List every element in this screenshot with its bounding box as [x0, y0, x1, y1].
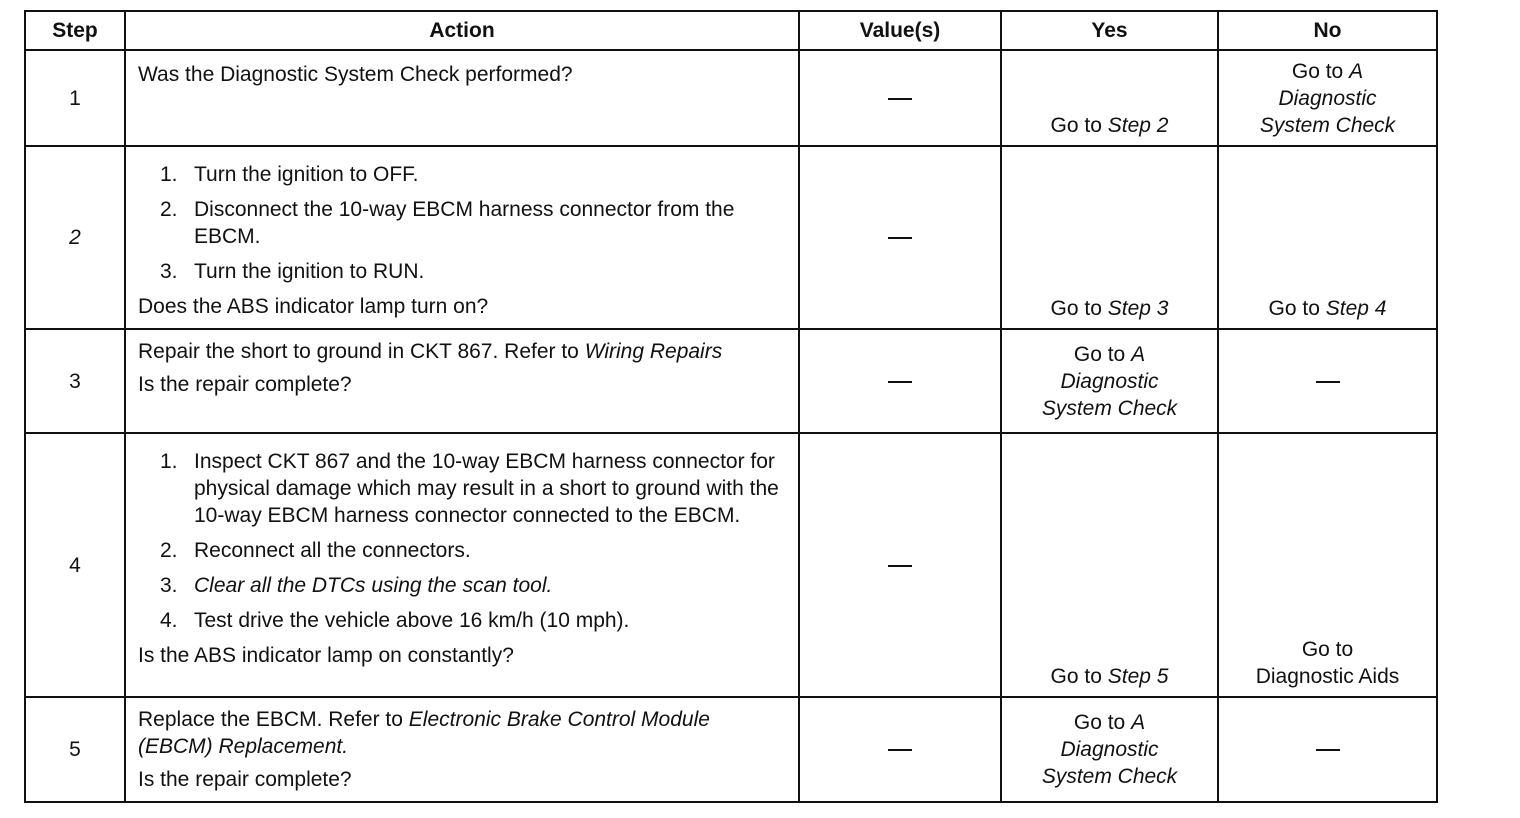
step-number: 5 [25, 697, 125, 802]
yes-ref-diagnostic: Diagnostic [1060, 738, 1159, 761]
yes-prefix: Go to [1050, 114, 1102, 137]
list-item: 4. Test drive the vehicle above 16 km/h (10 mph). [160, 609, 630, 632]
action-cell [125, 697, 799, 802]
header-row [25, 11, 1437, 50]
yes-prefix: Go to [1073, 342, 1126, 366]
no-cell [1218, 433, 1437, 697]
list-item: 3. Turn the ignition to RUN. [160, 260, 425, 283]
no-cell [1218, 146, 1437, 329]
no-ref: Step 4 [1325, 297, 1387, 320]
no-prefix: Go to [1268, 297, 1320, 320]
diagnostic-table [24, 10, 1438, 803]
dash-mark [888, 565, 912, 567]
action-question: Was the Diagnostic System Check performed? [138, 63, 573, 86]
list-item: 1. Turn the ignition to OFF. [160, 163, 419, 186]
yes-prefix: Go to [1050, 665, 1102, 688]
table-row-step-3 [25, 329, 1437, 433]
yes-ref: Step 3 [1107, 297, 1169, 320]
yes-cell [1001, 50, 1218, 146]
yes-cell [1001, 697, 1218, 802]
yes-prefix: Go to [1073, 711, 1126, 734]
no-prefix: Go to [1291, 60, 1344, 83]
action-text: Replace the EBCM. Refer to Electronic Brake Control Module (EBCM) Replacement. [138, 708, 710, 758]
dash-mark [1316, 381, 1340, 383]
value-cell [799, 697, 1001, 802]
table-row-step-1 [25, 50, 1437, 146]
yes-ref: Step 2 [1107, 114, 1169, 137]
header-values: Value(s) [799, 11, 1001, 50]
action-question: Is the repair complete? [138, 373, 352, 396]
list-item: 1. Inspect CKT 867 and the 10-way EBCM harness connector for physical damage which may result in a short to ground with the 10-way EBCM harness connector connected to the EBCM. [160, 450, 779, 527]
no-cell [1218, 697, 1437, 802]
dash-mark [888, 237, 912, 239]
no-cell [1218, 50, 1437, 146]
action-cell [125, 329, 799, 433]
dash-mark [888, 98, 912, 100]
yes-ref-a: A [1131, 711, 1146, 734]
yes-cell [1001, 146, 1218, 329]
step-number: 1 [25, 50, 125, 146]
value-cell [799, 146, 1001, 329]
action-cell [125, 433, 799, 697]
no-cell [1218, 329, 1437, 433]
yes-ref-a: A [1131, 342, 1146, 366]
yes-ref-diagnostic: Diagnostic [1060, 369, 1159, 393]
value-cell [799, 433, 1001, 697]
no-ref-system-check: System Check [1259, 114, 1396, 137]
list-item: 3. Clear all the DTCs using the scan tool. [160, 574, 553, 597]
dash-mark [888, 381, 912, 383]
header-yes: Yes [1001, 11, 1218, 50]
no-ref-diagnostic: Diagnostic [1278, 87, 1377, 110]
action-question: Does the ABS indicator lamp turn on? [138, 295, 489, 318]
header-action: Action [125, 11, 799, 50]
action-steps-list [138, 448, 788, 634]
action-cell [125, 50, 799, 146]
yes-ref-system-check: System Check [1041, 396, 1178, 420]
no-line-2: Diagnostic Aids [1255, 665, 1400, 688]
yes-cell [1001, 433, 1218, 697]
step-number: 4 [25, 433, 125, 697]
no-line-1: Go to [1301, 638, 1354, 661]
no-ref-a: A [1349, 60, 1364, 83]
table-row-step-4 [25, 433, 1437, 697]
yes-cell [1001, 329, 1218, 433]
header-no: No [1218, 11, 1437, 50]
action-cell [125, 146, 799, 329]
list-item: 2. Disconnect the 10-way EBCM harness connector from the EBCM. [160, 198, 735, 248]
value-cell [799, 50, 1001, 146]
table-row-step-5 [25, 697, 1437, 802]
step-number: 3 [25, 329, 125, 433]
value-cell [799, 329, 1001, 433]
step-number: 2 [25, 146, 125, 329]
table-row-step-2 [25, 146, 1437, 329]
action-text: Repair the short to ground in CKT 867. Refer to Wiring Repairs [138, 340, 723, 363]
header-step: Step [25, 11, 125, 50]
yes-ref: Step 5 [1107, 665, 1169, 688]
action-question: Is the repair complete? [138, 768, 352, 791]
dash-mark [1316, 749, 1340, 751]
action-ref: Electronic Brake Control Module (EBCM) Replacement. [138, 708, 710, 758]
action-question: Is the ABS indicator lamp on constantly? [138, 644, 514, 667]
action-ref: Wiring Repairs [584, 340, 723, 363]
yes-prefix: Go to [1050, 297, 1102, 320]
action-steps-list [138, 161, 788, 285]
dash-mark [888, 749, 912, 751]
yes-ref-system-check: System Check [1041, 765, 1178, 788]
list-item: 2. Reconnect all the connectors. [160, 539, 471, 562]
